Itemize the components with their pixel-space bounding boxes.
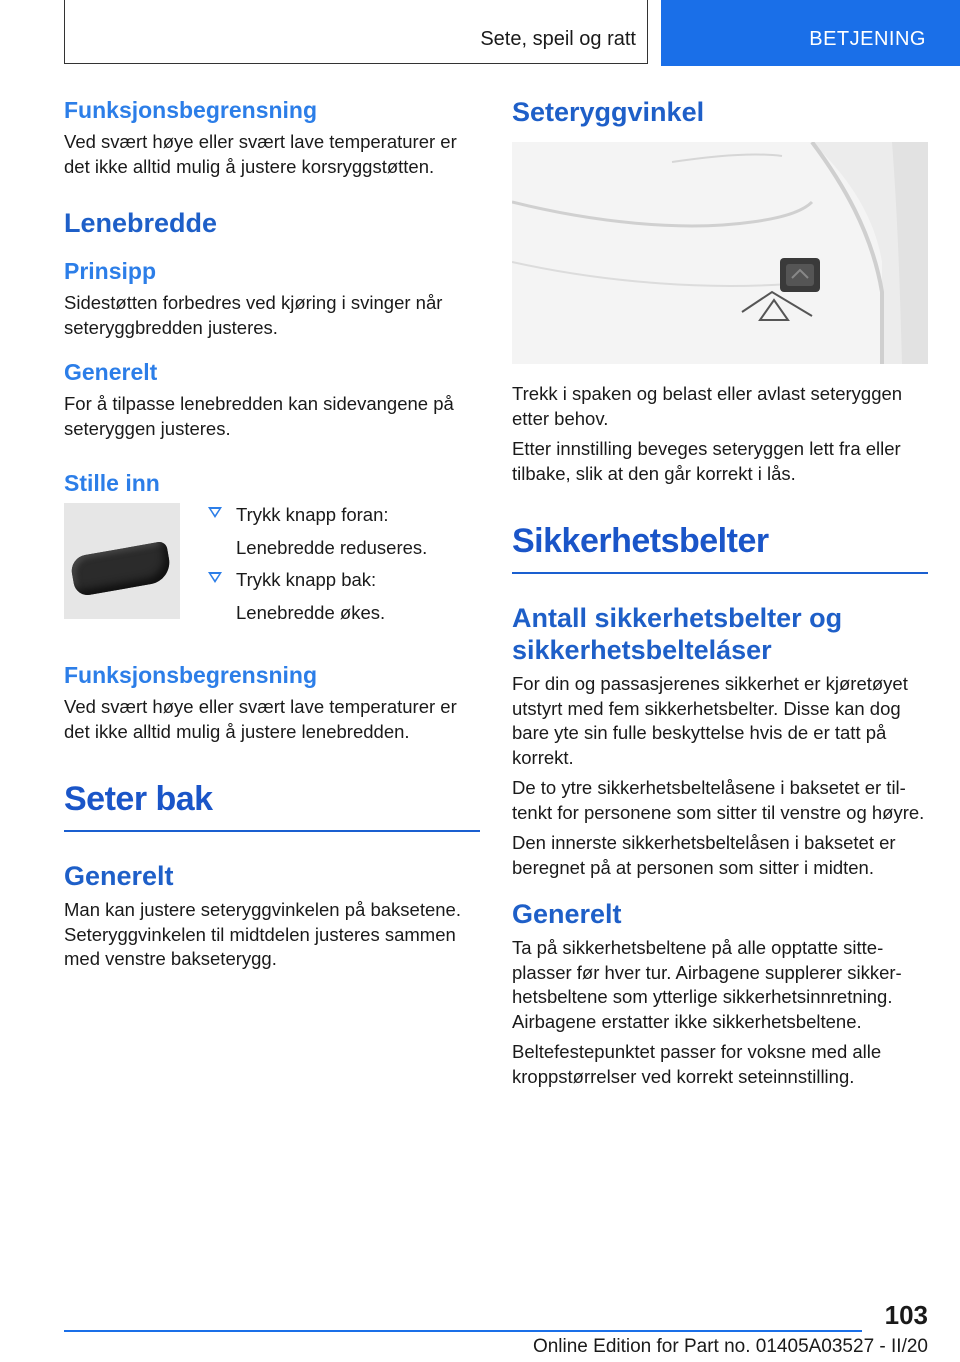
heading-funksjonsbegrensning-1: Funksjonsbegrensning [64,97,318,123]
triangle-bullet-icon [208,507,222,518]
list-item-result: Lenebredde økes. [236,601,386,623]
paragraph: Beltefestepunktet passer for voksne med alle kroppstørrelser ved korrekt seteinnstilling. [512,1041,882,1087]
heading-generelt-2: Generelt [64,861,174,891]
list-item: Trykk knapp bak: [198,568,427,593]
list-item-result: Lenebredde reduseres. [236,536,428,558]
right-column [512,96,928,1089]
paragraph: For din og passasjerenes sikkerhet er kjøretøyet utstyrt med fem sikkerhetsbelter. Disse kan dog bare yte sin fulle beskyttelse hvis de er tatt på korrekt. [512,673,908,768]
heading-antall-sikkerhetsbelter: Antall sikkerhetsbelter og sikkerhetsbelteláser [512,603,843,665]
paragraph: Ta på sikkerhetsbeltene på alle opptatte sitteplasser før hver tur. Airbagene supplerer sikkerhetsbeltene som ytterlige sikkerhetsinnretning. Airbagene erstatter ikke sikkerhetsbeltene. [512,937,902,1032]
paragraph: Ved svært høye eller svært lave temperaturer er det ikke alltid mulig å justere lenebredden. [64,696,457,742]
heading-generelt-3: Generelt [512,899,622,929]
heading-funksjonsbegrensning-2: Funksjonsbegrensning [64,662,318,688]
heading-generelt-1: Generelt [64,359,158,385]
chapter-tab-label: BETJENING [809,28,926,50]
footer-edition: Online Edition for Part no. 01405A03527 - II/20 [532,1336,928,1357]
heading-seteryggvinkel: Seteryggvinkel [512,97,705,127]
adjust-instructions [64,503,480,633]
triangle-bullet-icon [208,572,222,583]
left-column [64,96,480,972]
footer-divider [64,1330,862,1332]
paragraph: Den innerste sikkerhetsbeltelåsen i baksetet er beregnet på at personen som sitter i midten. [512,832,896,878]
heading-prinsipp: Prinsipp [64,258,157,284]
paragraph: Sidestøtten forbedres ved kjøring i svinger når seteryggbredden justeres. [64,292,443,338]
paragraph: De to ytre sikkerhetsbeltelåsene i baksetet er tiltenkt for personene som sitter til venstre og høyre. [512,777,925,823]
page-number: 103 [884,1300,928,1330]
page-header [0,0,960,66]
heading-lenebredde: Lenebredde [64,208,218,238]
chapter-tab [661,0,960,66]
paragraph: Man kan justere seteryggvinkelen på baksetene. Seteryggvinkelen til midtdelen justeres sammen med venstre bakseterygg. [64,899,461,969]
seat-width-button-photo [64,503,180,619]
section-title: Sete, speil og ratt [480,28,636,50]
paragraph: Trekk i spaken og belast eller avlast seteryggen etter behov. [512,383,903,429]
paragraph: Ved svært høye eller svært lave temperaturer er det ikke alltid mulig å justere korsryggstøtten. [64,131,457,177]
paragraph: For å tilpasse lenebredden kan sidevangene på seteryggen justeres. [64,393,454,439]
heading-seter-bak: Seter bak [64,778,480,832]
seat-backrest-lever-photo [512,142,928,364]
paragraph: Etter innstilling beveges seteryggen lett fra eller tilbake, slik at den går korrekt i lås. [512,438,901,484]
heading-sikkerhetsbelter: Sikkerhetsbelter [512,520,928,574]
instruction-list [198,503,427,633]
list-item: Trykk knapp foran: [198,503,427,528]
heading-stille-inn: Stille inn [64,470,160,496]
